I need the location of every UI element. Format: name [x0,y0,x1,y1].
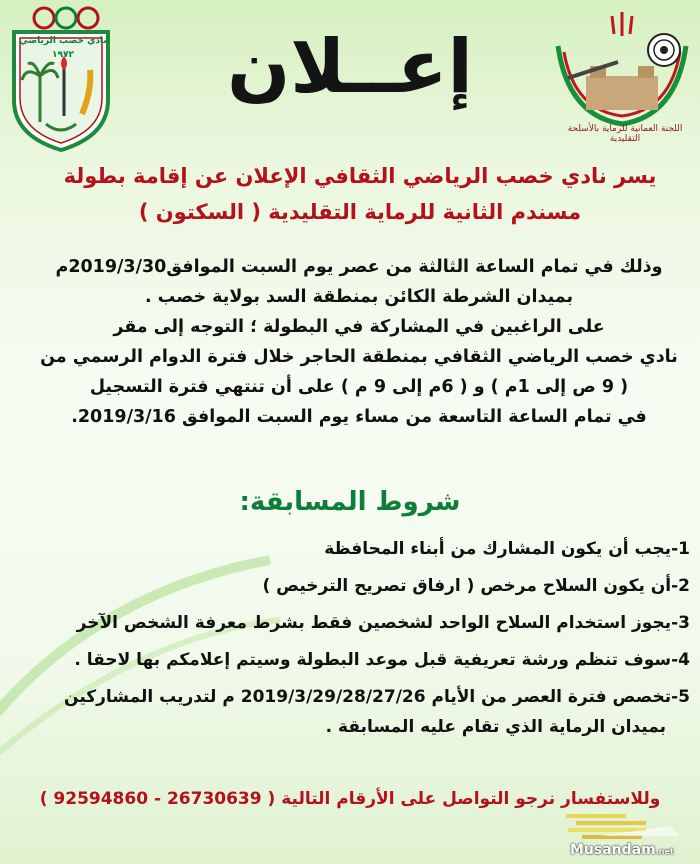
condition-item [30,645,690,675]
condition-item [30,608,690,638]
watermark-suffix: .net [655,847,674,856]
page-title: إعــلان [227,24,473,110]
condition-continuation: بميدان الرماية الذي تقام عليه المسابقة . [325,717,666,737]
condition-item [30,682,690,742]
announcement-header [0,0,700,150]
condition-item [30,571,690,601]
condition-text: 4-سوف تنظم ورشة تعريفية قبل موعد البطولة وسيتم إعلامكم بها لاحقا . [74,650,690,670]
body-line: بميدان الشرطة الكائن بمنطقة السد بولاية خصب . [144,287,574,307]
body-line: وذلك في تمام الساعة الثالثة من عصر يوم السبت الموافق2019/3/30م [55,257,663,277]
body-line: على الراغبين في المشاركة في البطولة ؛ التوجه إلى مقر [113,317,605,337]
intro-line-1: يسر نادي خصب الرياضي الثقافي الإعلان عن إقامة بطولة [63,164,657,188]
club-logo-year: ١٩٧٢ [52,50,74,60]
announcement-body [40,252,678,432]
club-logo-text: نادي خصب الرياضي [19,36,107,46]
seal-caption: اللجنة العمانية للرماية بالأسلحة التقليدية [567,124,683,144]
body-line: نادي خصب الرياضي الثقافي بمنطقة الحاجر خلال فترة الدوام الرسمي من [40,347,678,367]
body-line: في تمام الساعة التاسعة من مساء يوم السبت الموافق 2019/3/16. [71,407,647,427]
condition-text: 2-أن يكون السلاح مرخص ( ارفاق تصريح الترخيص ) [262,576,690,596]
intro-line-2: مسندم الثانية للرماية التقليدية ( السكتون ) [138,200,582,224]
watermark-brand: Musandam [570,842,656,858]
conditions-title: شروط المسابقة: [239,487,461,517]
condition-text: 3-يجوز استخدام السلاح الواحد لشخصين فقط بشرط معرفة الشخص الآخر [76,613,690,633]
condition-text: 1-يجب أن يكون المشارك من أبناء المحافظة [324,539,690,559]
conditions-list [30,534,690,749]
contact-info: وللاستفسار نرجو التواصل على الأرقام التالية ( 26730639 - 92594860 ) [39,789,661,809]
club-logo [6,4,116,154]
condition-text: 5-تخصص فترة العصر من الأيام 2019/3/29/28/27/26 م لتدريب المشاركين [64,687,690,707]
announcement-intro [40,158,680,230]
condition-item [30,534,690,564]
body-line: ( 9 ص إلى 1م ) و ( 6م إلى 9 م ) على أن تنتهي فترة التسجيل [89,377,629,397]
site-watermark [570,842,674,858]
